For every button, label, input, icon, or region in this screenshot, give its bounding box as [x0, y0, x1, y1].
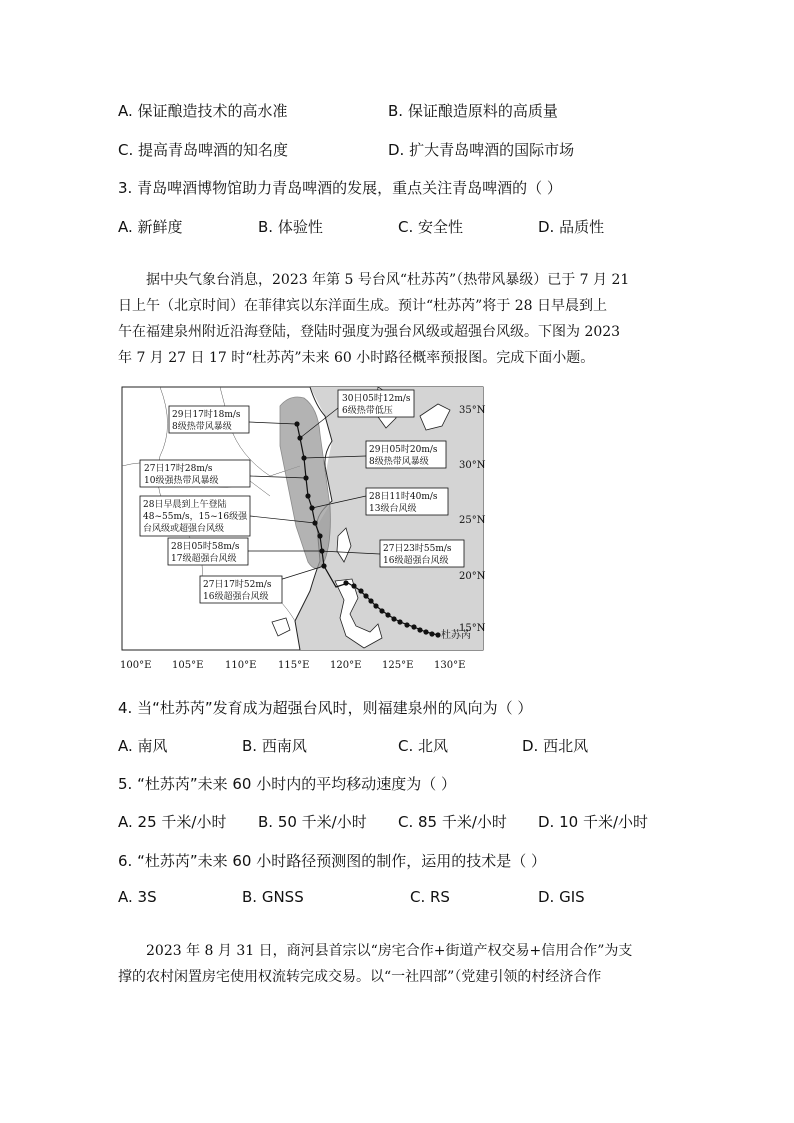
lat-label-25n: 25°N	[459, 515, 486, 526]
svg-text:27日23时55m/s: 27日23时55m/s	[383, 544, 452, 554]
svg-text:17级超强台风级: 17级超强台风级	[171, 554, 237, 564]
track-point	[373, 603, 378, 608]
callout-27d17h-28	[140, 460, 250, 487]
track-point	[343, 580, 348, 585]
lon-label-110e: 110°E	[225, 660, 257, 671]
track-point	[423, 629, 428, 634]
passage-typhoon-line-3: 午在福建泉州附近沿海登陆，登陆时强度为强台风级或超强台风级。下图为 2023	[118, 324, 621, 340]
lon-label-105e: 105°E	[172, 660, 204, 671]
q2-option-a: A. 保证酿造技术的高水准	[118, 102, 288, 120]
track-point	[417, 627, 422, 632]
passage-housing	[118, 938, 678, 990]
callout-landfall	[140, 496, 250, 536]
track-point	[404, 622, 409, 627]
q2-option-d: D. 扩大青岛啤酒的国际市场	[388, 141, 575, 159]
svg-text:16级超强台风级: 16级超强台风级	[383, 556, 449, 566]
svg-text:48~55m/s，15~16级强: 48~55m/s，15~16级强	[143, 512, 248, 522]
q3-option-b: B. 体验性	[258, 218, 323, 236]
passage-typhoon-line-1: 据中央气象台消息，2023 年第 5 号台风“杜苏芮”（热带风暴级）已于 7 月 21	[146, 272, 630, 288]
track-point	[435, 632, 440, 637]
svg-text:16级超强台风级: 16级超强台风级	[203, 592, 269, 602]
callout-28d11h	[366, 488, 448, 515]
lon-label-120e: 120°E	[330, 660, 362, 671]
callout-28d05h	[168, 538, 248, 565]
lat-label-30n: 30°N	[459, 460, 486, 471]
q6-option-c: C. RS	[410, 888, 450, 906]
lon-label-130e: 130°E	[434, 660, 466, 671]
svg-text:28日早晨到上午登陆: 28日早晨到上午登陆	[143, 500, 227, 510]
q3-stem: 3. 青岛啤酒博物馆助力青岛啤酒的发展，重点关注青岛啤酒的（ ）	[118, 179, 562, 197]
svg-text:30日05时12m/s: 30日05时12m/s	[342, 394, 411, 404]
q6-stem: 6. “杜苏芮”未来 60 小时路径预测图的制作，运用的技术是（ ）	[118, 852, 547, 870]
typhoon-track-map	[120, 386, 490, 676]
q5-option-d: D. 10 千米/小时	[538, 813, 648, 831]
passage-typhoon-line-2: 日上午（北京时间）在菲律宾以东洋面生成。预计“杜苏芮”将于 28 日早晨到上	[118, 298, 608, 314]
svg-text:28日05时58m/s: 28日05时58m/s	[171, 542, 240, 552]
track-point	[391, 616, 396, 621]
svg-text:10级强热带风暴级: 10级强热带风暴级	[144, 476, 219, 486]
lon-label-125e: 125°E	[382, 660, 414, 671]
q4-option-b: B. 西南风	[242, 737, 307, 755]
q4-option-a: A. 南风	[118, 737, 168, 755]
q2-option-c: C. 提高青岛啤酒的知名度	[118, 141, 289, 159]
q4-option-c: C. 北风	[398, 737, 449, 755]
track-point	[305, 493, 310, 498]
svg-text:8级热带风暴级: 8级热带风暴级	[172, 422, 232, 432]
lat-label-35n: 35°N	[459, 405, 486, 416]
q6-option-a: A. 3S	[118, 888, 157, 906]
svg-text:27日17时52m/s: 27日17时52m/s	[203, 580, 272, 590]
track-point	[358, 588, 363, 593]
track-point	[379, 608, 384, 613]
q4-option-d: D. 西北风	[522, 737, 589, 755]
svg-text:8级热带风暴级: 8级热带风暴级	[369, 457, 429, 467]
q3-option-d: D. 品质性	[538, 218, 605, 236]
track-point	[368, 598, 373, 603]
lat-label-15n: 15°N	[459, 623, 486, 634]
passage-housing-line-1: 2023 年 8 月 31 日，商河县首宗以“房宅合作+街道产权交易+信用合作”为支	[146, 943, 633, 959]
track-point	[317, 533, 322, 538]
q4-stem: 4. 当“杜苏芮”发育成为超强台风时，则福建泉州的风向为（ ）	[118, 699, 533, 717]
q5-option-b: B. 50 千米/小时	[258, 813, 367, 831]
q3-option-c: C. 安全性	[398, 218, 464, 236]
track-point	[411, 624, 416, 629]
callout-29d05h	[366, 441, 446, 468]
q6-option-d: D. GIS	[538, 888, 585, 906]
svg-text:13级台风级: 13级台风级	[369, 504, 417, 514]
lon-label-100e: 100°E	[120, 660, 152, 671]
q3-option-a: A. 新鲜度	[118, 218, 183, 236]
svg-text:台风级或超强台风级: 台风级或超强台风级	[143, 524, 225, 534]
q2-option-b: B. 保证酿造原料的高质量	[388, 102, 558, 120]
passage-typhoon-line-4: 年 7 月 27 日 17 时“杜苏芮”未来 60 小时路径概率预报图。完成下面小题。	[118, 350, 595, 366]
q6-option-b: B. GNSS	[242, 888, 304, 906]
lat-label-20n: 20°N	[459, 571, 486, 582]
lon-label-115e: 115°E	[278, 660, 310, 671]
q5-option-c: C. 85 千米/小时	[398, 813, 507, 831]
callout-30d05h	[338, 390, 414, 417]
track-point	[363, 593, 368, 598]
passage-housing-line-2: 撑的农村闲置房宅使用权流转完成交易。以“一社四部”（党建引领的村经济合作	[118, 969, 602, 985]
q5-option-a: A. 25 千米/小时	[118, 813, 227, 831]
svg-text:29日17时18m/s: 29日17时18m/s	[172, 410, 241, 420]
callout-29d17h	[169, 406, 249, 433]
q5-stem: 5. “杜苏芮”未来 60 小时内的平均移动速度为（ ）	[118, 775, 457, 793]
track-point	[385, 612, 390, 617]
typhoon-name-label: 杜苏芮	[441, 630, 471, 641]
callout-27d17h-52	[200, 576, 282, 603]
passage-typhoon	[118, 267, 678, 371]
svg-text:6级热带低压: 6级热带低压	[342, 406, 393, 416]
track-point	[429, 631, 434, 636]
track-point	[397, 619, 402, 624]
svg-text:28日11时40m/s: 28日11时40m/s	[369, 492, 438, 502]
svg-text:27日17时28m/s: 27日17时28m/s	[144, 464, 213, 474]
track-point	[351, 583, 356, 588]
callout-27d23h	[380, 540, 464, 567]
svg-text:29日05时20m/s: 29日05时20m/s	[369, 445, 438, 455]
